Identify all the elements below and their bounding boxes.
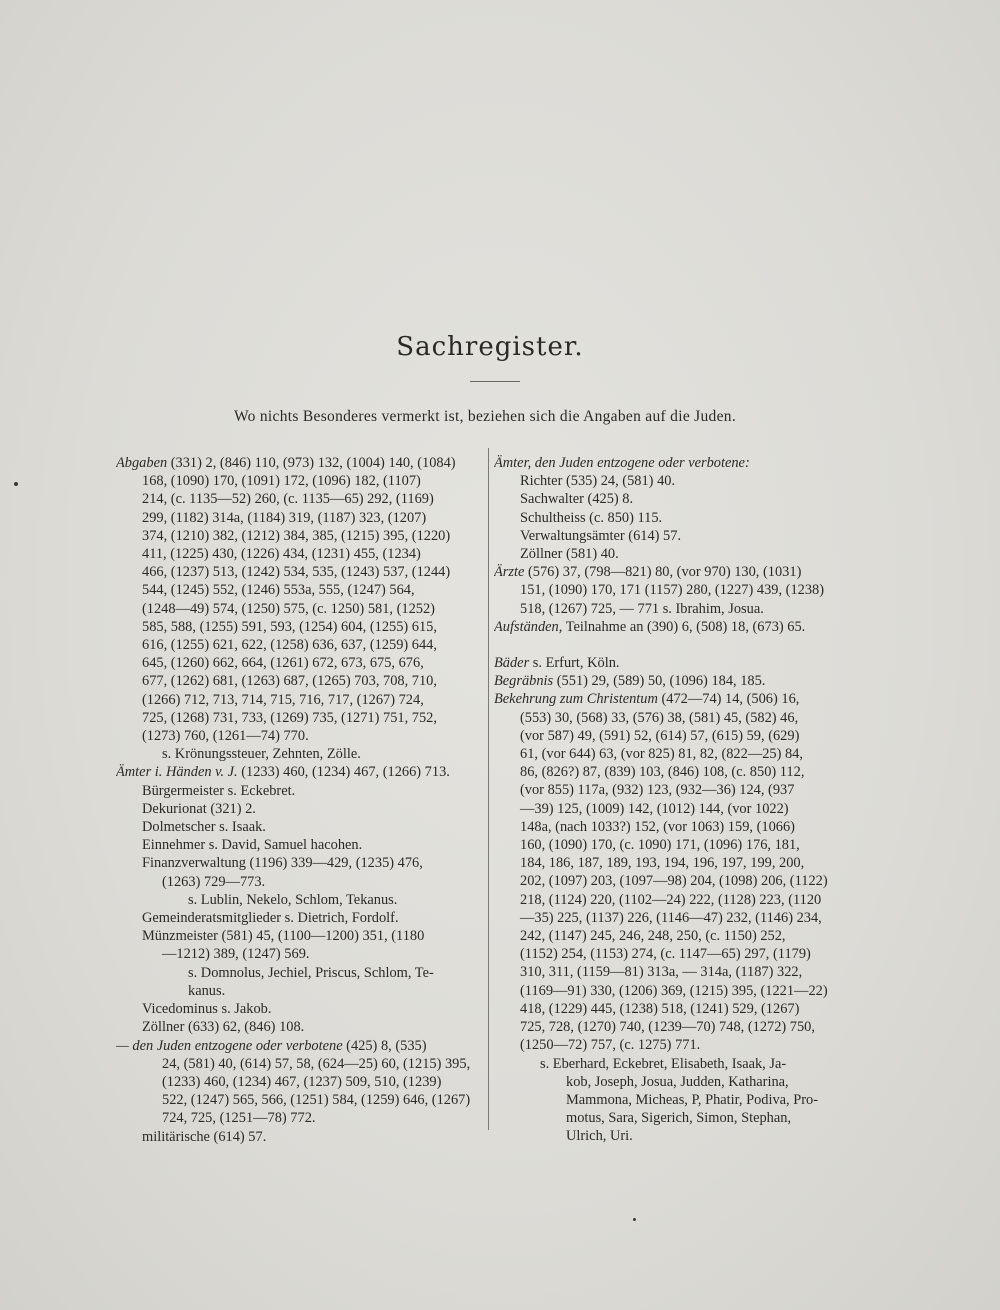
entry-text: (1273) 760, (1261—74) 770.	[142, 728, 309, 745]
index-entry-line	[116, 945, 490, 963]
entry-text: motus, Sara, Sigerich, Simon, Stephan,	[566, 1110, 792, 1127]
index-entry-line	[116, 745, 490, 763]
entry-text: Zöllner (633) 62, (846) 108.	[142, 1019, 305, 1036]
index-entry-line	[494, 1000, 866, 1018]
entry-text: s. Erfurt, Köln.	[529, 655, 620, 672]
index-entry-line	[116, 891, 490, 909]
entry-head: Ärzte	[494, 564, 525, 581]
index-entry-line	[494, 581, 866, 599]
margin-dot-mark	[14, 482, 18, 486]
index-entry-heading-line	[116, 763, 490, 781]
index-entry-line	[494, 818, 866, 836]
entry-text: 518, (1267) 725, — 771 s. Ibrahim, Josua.	[520, 600, 764, 617]
index-entry-line	[116, 691, 490, 709]
index-entry-line	[116, 636, 490, 654]
index-entry-heading-line	[494, 454, 866, 472]
entry-text: 86, (826?) 87, (839) 103, (846) 108, (c. 850) 112,	[520, 764, 805, 781]
entry-text: (1233) 460, (1234) 467, (1237) 509, 510, (1239)	[162, 1073, 442, 1090]
entry-text: (1233) 460, (1234) 467, (1266) 713.	[237, 764, 450, 781]
entry-text: 374, (1210) 382, (1212) 384, 385, (1215) 395, (1220)	[142, 527, 451, 544]
index-entry-line	[116, 873, 490, 891]
index-entry-line	[494, 1055, 866, 1073]
entry-text: kanus.	[188, 982, 226, 999]
entry-text: (553) 30, (568) 33, (576) 38, (581) 45, (582) 46,	[520, 709, 799, 726]
entry-head: Begräbnis	[494, 673, 554, 690]
entry-text: (425) 8, (535)	[342, 1037, 427, 1054]
index-entry-heading-line	[116, 1037, 490, 1055]
entry-text: Münzmeister (581) 45, (1100—1200) 351, (1180	[142, 928, 425, 945]
index-entry-line	[494, 490, 866, 508]
entry-text: s. Eberhard, Eckebret, Elisabeth, Isaak, Ja-	[540, 1055, 787, 1072]
entry-text: (vor 587) 49, (591) 52, (614) 57, (615) 59, (629)	[520, 727, 800, 744]
entry-text: (551) 29, (589) 50, (1096) 184, 185.	[553, 673, 766, 690]
index-entry-line	[116, 1000, 490, 1018]
entry-text: 411, (1225) 430, (1226) 434, (1231) 455, (1234)	[142, 546, 421, 563]
index-entry-line	[494, 727, 866, 745]
index-column-right	[494, 454, 866, 1146]
column-divider	[488, 448, 489, 1130]
index-entry-line	[494, 836, 866, 854]
entry-text: (576) 37, (798—821) 80, (vor 970) 130, (1031)	[524, 564, 802, 581]
entry-text: 160, (1090) 170, (c. 1090) 171, (1096) 176, 181,	[520, 837, 800, 854]
entry-text: Verwaltungsämter (614) 57.	[520, 527, 682, 544]
index-entry-line	[116, 654, 490, 672]
index-entry-line	[494, 472, 866, 490]
index-entry-line	[116, 1109, 490, 1127]
index-entry-line	[116, 982, 490, 1000]
entry-text: Richter (535) 24, (581) 40.	[520, 473, 676, 490]
index-entry-line	[494, 963, 866, 981]
index-entry-heading-line	[116, 454, 490, 472]
index-entry-heading-line	[494, 654, 866, 672]
entry-text: Schultheiss (c. 850) 115.	[520, 509, 663, 526]
index-entry-line	[494, 872, 866, 890]
entry-text: 202, (1097) 203, (1097—98) 204, (1098) 206, (1122)	[520, 873, 828, 890]
index-entry-line	[494, 709, 866, 727]
entry-head: Ämter, den Juden entzogene oder verbotene:	[494, 455, 750, 471]
entry-text: Dekurionat (321) 2.	[142, 800, 256, 817]
index-entry-line	[116, 927, 490, 945]
index-entry-line	[116, 1018, 490, 1036]
index-entry-line	[116, 490, 490, 508]
entry-text: Sachwalter (425) 8.	[520, 491, 634, 508]
entry-text: (1263) 729—773.	[162, 873, 266, 890]
entry-text: 418, (1229) 445, (1238) 518, (1241) 529, (1267)	[520, 1000, 800, 1017]
index-entry-line	[494, 945, 866, 963]
index-entry-line	[494, 1127, 866, 1145]
entry-text: Vicedominus s. Jakob.	[142, 1001, 272, 1018]
page-speck-mark	[633, 1218, 636, 1221]
entry-text: (1152) 254, (1153) 274, (c. 1147—65) 297, (1179)	[520, 946, 811, 963]
entry-text: s. Krönungssteuer, Zehnten, Zölle.	[162, 746, 361, 763]
index-entry-line	[116, 836, 490, 854]
index-entry-line	[494, 909, 866, 927]
index-entry-heading-line	[494, 563, 866, 581]
index-entry-line	[494, 1036, 866, 1054]
entry-text: 218, (1124) 220, (1102—24) 222, (1128) 223, (1120	[520, 891, 822, 908]
entry-text: 724, 725, (1251—78) 772.	[162, 1110, 316, 1127]
entry-text: Gemeinderatsmitglieder s. Dietrich, Fordolf.	[142, 910, 399, 927]
index-entry-line	[494, 600, 866, 618]
index-entry-line	[116, 782, 490, 800]
entry-text: (vor 855) 117a, (932) 123, (932—36) 124, (937	[520, 782, 795, 799]
index-column-left	[116, 454, 490, 1146]
entry-text: Zöllner (581) 40.	[520, 546, 619, 563]
index-entry-line	[116, 709, 490, 727]
entry-text: 677, (1262) 681, (1263) 687, (1265) 703, 708, 710,	[142, 673, 437, 690]
entry-text: Bürgermeister s. Eckebret.	[142, 782, 296, 799]
index-entry-line	[494, 1018, 866, 1036]
index-entry-line	[116, 1073, 490, 1091]
entry-text: 725, (1268) 731, 733, (1269) 735, (1271) 751, 752,	[142, 709, 437, 726]
index-entry-line	[116, 509, 490, 527]
entry-text: 645, (1260) 662, 664, (1261) 672, 673, 675, 676,	[142, 655, 424, 672]
entry-text: 214, (c. 1135—52) 260, (c. 1135—65) 292, (1169)	[142, 491, 434, 508]
entry-text: (1250—72) 757, (c. 1275) 771.	[520, 1037, 701, 1054]
index-entry-line	[116, 909, 490, 927]
index-entry-line	[116, 618, 490, 636]
entry-text: Mammona, Micheas, P, Phatir, Podiva, Pro-	[566, 1091, 819, 1108]
index-entry-line	[494, 1091, 866, 1109]
index-entry-line	[494, 781, 866, 799]
entry-text: militärische (614) 57.	[142, 1128, 267, 1145]
entry-head: Abgaben	[116, 455, 168, 471]
index-entry-line	[116, 1055, 490, 1073]
index-entry-line	[116, 727, 490, 745]
entry-text: 299, (1182) 314a, (1184) 319, (1187) 323, (1207)	[142, 509, 427, 526]
entry-text: Dolmetscher s. Isaak.	[142, 819, 266, 836]
title-rule	[470, 381, 520, 382]
entry-text: 585, 588, (1255) 591, 593, (1254) 604, (1255) 615,	[142, 618, 437, 635]
entry-text: —1212) 389, (1247) 569.	[162, 946, 310, 963]
entry-text: (1266) 712, 713, 714, 715, 716, 717, (1267) 724,	[142, 691, 424, 708]
entry-text: 725, 728, (1270) 740, (1239—70) 748, (1272) 750,	[520, 1019, 815, 1036]
entry-text: Teilnahme an (390) 6, (508) 18, (673) 65.	[562, 618, 806, 635]
index-entry-line	[494, 1109, 866, 1127]
entry-text: 148a, (nach 1033?) 152, (vor 1063) 159, (1066)	[520, 818, 795, 835]
index-entry-heading-line	[494, 690, 866, 708]
entry-text: 184, 186, 187, 189, 193, 194, 196, 197, 199, 200,	[520, 855, 805, 872]
entry-text: 310, 311, (1159—81) 313a, — 314a, (1187) 322,	[520, 964, 803, 981]
entry-text: 616, (1255) 621, 622, (1258) 636, 637, (1259) 644,	[142, 637, 437, 654]
index-entry-line	[494, 763, 866, 781]
entry-head: Aufständen,	[494, 618, 563, 635]
entry-head: Ämter i. Händen v. J.	[116, 764, 238, 781]
index-entry-line	[116, 1091, 490, 1109]
entry-head: Bäder	[494, 655, 530, 672]
index-entry-line	[494, 527, 866, 545]
index-entry-line	[116, 800, 490, 818]
index-entry-heading-line	[494, 618, 866, 636]
entry-gap	[494, 636, 866, 654]
entry-text: (472—74) 14, (506) 16,	[657, 691, 800, 708]
entry-text: (1248—49) 574, (1250) 575, (c. 1250) 581, (1252)	[142, 600, 435, 617]
entry-text: Ulrich, Uri.	[566, 1128, 633, 1145]
page-title: Sachregister.	[396, 332, 584, 362]
entry-text: 466, (1237) 513, (1242) 534, 535, (1243) 537, (1244)	[142, 564, 451, 581]
entry-text: s. Lublin, Nekelo, Schlom, Tekanus.	[188, 891, 398, 908]
entry-text: 544, (1245) 552, (1246) 553a, 555, (1247) 564,	[142, 582, 415, 599]
entry-text: 24, (581) 40, (614) 57, 58, (624—25) 60, (1215) 395,	[162, 1055, 471, 1072]
index-entry-line	[116, 1128, 490, 1146]
entry-text: 522, (1247) 565, 566, (1251) 584, (1259) 646, (1267)	[162, 1092, 471, 1109]
entry-text: kob, Joseph, Josua, Judden, Katharina,	[566, 1073, 789, 1090]
index-entry-line	[494, 545, 866, 563]
entry-text: Finanzverwaltung (1196) 339—429, (1235) 476,	[142, 855, 423, 872]
entry-text: 61, (vor 644) 63, (vor 825) 81, 82, (822—25) 84,	[520, 746, 803, 763]
index-entry-line	[116, 545, 490, 563]
entry-text: s. Domnolus, Jechiel, Priscus, Schlom, Te-	[188, 964, 434, 981]
index-entry-line	[116, 672, 490, 690]
index-entry-line	[116, 600, 490, 618]
index-entry-line	[116, 581, 490, 599]
entry-head: Bekehrung zum Christentum	[494, 691, 658, 708]
entry-text: Einnehmer s. David, Samuel hacohen.	[142, 837, 363, 854]
index-entry-heading-line	[494, 672, 866, 690]
entry-text: 168, (1090) 170, (1091) 172, (1096) 182, (1107)	[142, 473, 421, 490]
index-entry-line	[116, 818, 490, 836]
index-entry-line	[494, 982, 866, 1000]
index-entry-line	[494, 854, 866, 872]
index-entry-line	[494, 1073, 866, 1091]
index-entry-line	[116, 854, 490, 872]
index-entry-line	[116, 472, 490, 490]
index-entry-line	[494, 800, 866, 818]
index-entry-line	[494, 891, 866, 909]
index-entry-line	[116, 964, 490, 982]
entry-text: 151, (1090) 170, 171 (1157) 280, (1227) 439, (1238)	[520, 582, 825, 599]
page-subtitle: Wo nichts Besonderes vermerkt ist, beziehen sich die Angaben auf die Juden.	[233, 408, 737, 425]
entry-text: —39) 125, (1009) 142, (1012) 144, (vor 1022)	[520, 800, 789, 817]
index-entry-line	[116, 527, 490, 545]
entry-text: (331) 2, (846) 110, (973) 132, (1004) 140, (1084)	[167, 455, 456, 471]
entry-text: (1169—91) 330, (1206) 369, (1215) 395, (1221—22)	[520, 982, 828, 999]
index-entry-line	[494, 927, 866, 945]
entry-text: 242, (1147) 245, 246, 248, 250, (c. 1150) 252,	[520, 928, 786, 945]
index-entry-line	[494, 509, 866, 527]
index-entry-line	[116, 563, 490, 581]
entry-text: —35) 225, (1137) 226, (1146—47) 232, (1146) 234,	[520, 909, 822, 926]
entry-head: — den Juden entzogene oder verbotene	[116, 1037, 343, 1054]
index-entry-line	[494, 745, 866, 763]
